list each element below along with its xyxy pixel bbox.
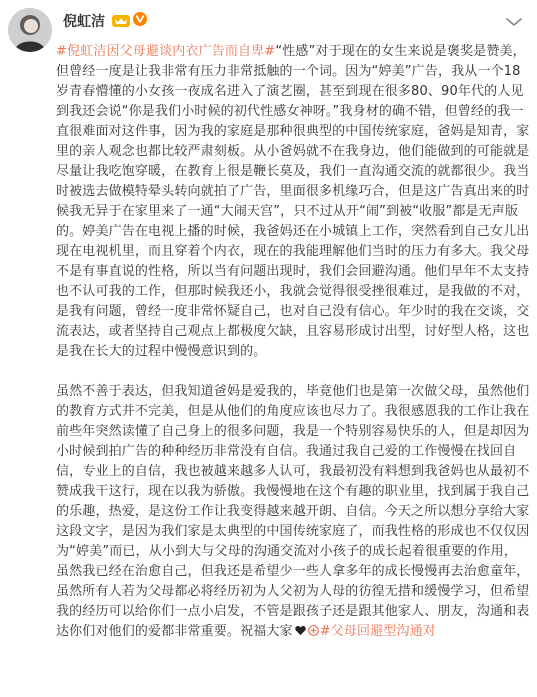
post-content — [56, 42, 530, 642]
paragraph-1-text: “性感”对于现在的女生来说是褒奖是赞美，但曾经一度是让我非常有压力非常抵触的一个词。因为“婷美”广告，我从一个18岁青春懵懂的小女孩一夜成名进入了演艺圈，甚至到现在很多80、90年代的人见到我还会说“你是我们小时候的初代性感女神呀。”我身材的确不错，但曾经的我一直很难面对这件事，因为我的家庭是那种很典型的中国传统家庭，爸妈是知青，家里的亲人观念也都比较严肃刻板。从小爸妈就不在我身边，他们能做到的可能就是尽量让我吃饱穿暖，在教育上很是鞭长莫及，我们一直沟通交流的就都很少。我当时被选去做模特晕头转向就拍了广告，里面很多机缘巧合，但是这广告真出来的时候我无异于在家里来了一通“大闹天宫”，只不过从开“闹”到被“收服”都是无声版的。婷美广告在电视上播的时候，我爸妈还在小城镇上工作，突然看到自己女儿出现在电视机里，而且穿着个内衣，现在的我能理解他们当时的压力有多大。我父母不是有事直说的性格，所以当有问题出现时，我们会回避沟通。他们早年不太支持也不认可我的工作，但那时候我还小，我就会觉得很受挫很难过，是我做的不对，是我有问题，曾经一度非常怀疑自己，也对自己没有信心。年少时的我在交谈，交流表达，或者坚持自己观点上都极度欠缺，且容易形成讨出型，讨好型人格，这也是我在长大的过程中慢慢意识到的。 — [56, 44, 530, 359]
topic-link-end[interactable] — [308, 624, 436, 639]
post-paragraph-1 — [56, 42, 530, 362]
topic-link-end-text[interactable]: #父母回避型沟通对 — [319, 624, 436, 639]
topic-link-icon — [308, 623, 319, 634]
paragraph-gap — [56, 362, 530, 382]
topic-link[interactable]: #倪虹洁因父母避谈内衣广告而自卑# — [56, 44, 276, 59]
verified-v-icon — [132, 11, 148, 27]
post-paragraph-2 — [56, 382, 530, 642]
username[interactable]: 倪虹洁 — [63, 14, 105, 30]
vip-crown-icon — [112, 13, 130, 27]
more-chevron-icon[interactable] — [505, 12, 523, 22]
heart-icon — [295, 623, 306, 634]
avatar[interactable] — [8, 8, 52, 52]
paragraph-2-text: 虽然不善于表达，但我知道爸妈是爱我的，毕竟他们也是第一次做父母，虽然他们的教育方式并不完美，但是从他们的角度应该也尽力了。我很感恩我的工作让我在前些年突然读懂了自己身上的很多问题，我是一个特别容易快乐的人，但是却因为小时候到拍广告的种种经历非常没有自信。我通过我自己爱的工作慢慢在找回自信，专业上的自信，我也被越来越多人认可，我最初没有料想到我爸妈也从最初不赞成我干这行，现在以我为骄傲。我慢慢地在这个有趣的职业里，找到属于我自己的乐趣，热爱，是这份工作让我变得越来越开朗、自信。今天之所以想分享给大家这段文字，是因为我们家是太典型的中国传统家庭了，而我性格的形成也不仅仅因为“婷美”而已，从小到大与父母的沟通交流对小孩子的成长起着很重要的作用，虽然我已经在治愈自己，但我还是希望少一些人拿多年的成长慢慢再去治愈童年，虽然所有人若为父母都必将经历初为人父初为人母的彷徨无措和缓慢学习，但希望我的经历可以给你们一点小启发，不管是跟孩子还是跟其他家人、朋友，沟通和表达你们对他们的爱都非常重要。祝福大家 — [56, 384, 530, 639]
